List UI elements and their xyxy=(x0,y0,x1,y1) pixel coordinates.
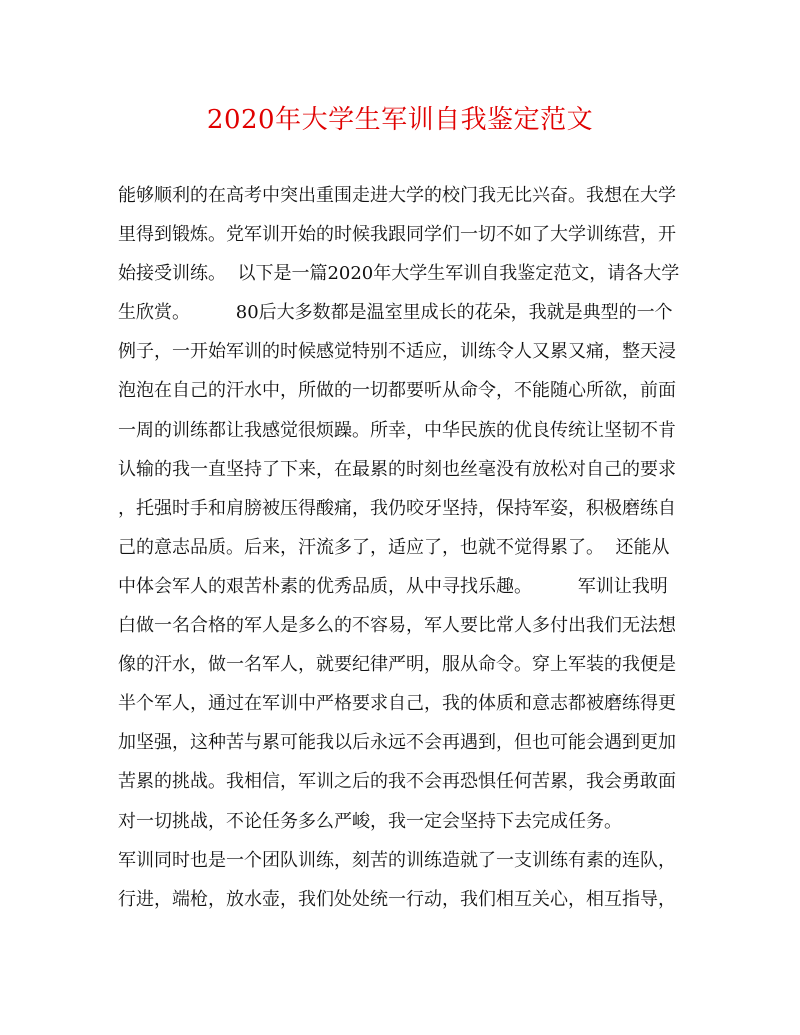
body-line: 能够顺利的在高考中突出重围走进大学的校门我无比兴奋。我想在大学 xyxy=(118,185,676,206)
body-line: 苦累的挑战。我相信，军训之后的我不会再恐惧任何苦累，我会勇敢面 xyxy=(118,771,676,793)
body-line: 行进，端枪，放水壶，我们处处统一行动，我们相互关心，相互指导， xyxy=(118,888,676,910)
body-line: 认输的我一直坚持了下来，在最累的时刻也丝毫没有放松对自己的要求 xyxy=(118,458,676,480)
body-line: 白做一名合格的军人是多么的不容易，军人要比常人多付出我们无法想 xyxy=(118,615,676,637)
body-line: 半个军人，通过在军训中严格要求自己，我的体质和意志都被磨练得更 xyxy=(118,693,676,715)
body-line: 己的意志品质。后来，汗流多了，适应了，也就不觉得累了。 还能从 xyxy=(118,536,670,558)
document-title: 2020年大学生军训自我鉴定范文 xyxy=(206,105,594,135)
body-line: 一周的训练都让我感觉很烦躁。所幸，中华民族的优良传统让坚韧不肯 xyxy=(118,419,676,441)
document-body xyxy=(118,176,688,919)
body-line: 例子，一开始军训的时候感觉特别不适应，训练令人又累又痛，整天浸 xyxy=(118,341,676,363)
body-line: 始接受训练。 以下是一篇2020年大学生军训自我鉴定范文，请各大学 xyxy=(118,263,680,285)
body-line: ，托强时手和肩膀被压得酸痛，我仍咬牙坚持，保持军姿，积极磨练自 xyxy=(118,497,676,519)
body-line: 像的汗水，做一名军人，就要纪律严明，服从命令。穿上军装的我便是 xyxy=(118,654,676,676)
body-line: 里得到锻炼。党军训开始的时候我跟同学们一切不如了大学训练营，开 xyxy=(118,224,676,246)
body-line: 对一切挑战，不论任务多么严峻，我一定会坚持下去完成任务。 xyxy=(118,810,622,832)
body-line: 生欣赏。 80后大多数都是温室里成长的花朵，我就是典型的一个 xyxy=(118,302,673,324)
body-line: 泡泡在自己的汗水中，所做的一切都要听从命令，不能随心所欲，前面 xyxy=(118,380,676,402)
body-line: 中体会军人的艰苦朴素的优秀品质，从中寻找乐趣。 军训让我明 xyxy=(118,575,668,597)
body-line: 军训同时也是一个团队训练，刻苦的训练造就了一支训练有素的连队， xyxy=(118,849,676,871)
body-line: 加坚强，这种苦与累可能我以后永远不会再遇到，但也可能会遇到更加 xyxy=(118,732,676,754)
